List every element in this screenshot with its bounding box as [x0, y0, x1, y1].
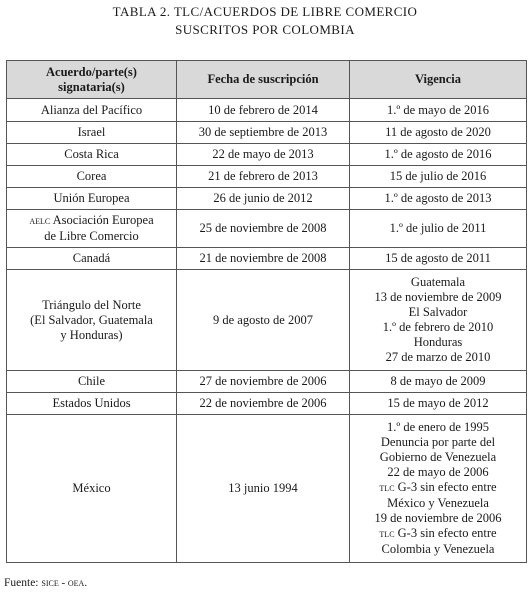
validity-line: 19 de noviembre de 2006	[374, 511, 502, 525]
table-row	[7, 188, 527, 210]
table-row	[7, 99, 527, 122]
cell-agreement: Costa Rica	[7, 144, 177, 166]
tlc-abbreviation: tlc	[379, 528, 395, 540]
cell-date: 22 de noviembre de 2006	[177, 393, 350, 415]
cell-validity	[350, 415, 527, 563]
cell-date: 22 de mayo de 2013	[177, 144, 350, 166]
tlc-abbreviation: tlc	[379, 482, 395, 494]
cell-validity: 1.º de julio de 2011	[350, 210, 527, 248]
cell-validity: 1.º de agosto de 2013	[350, 188, 527, 210]
validity-line-text: G-3 sin efecto entre	[397, 526, 497, 540]
validity-line: Colombia y Venezuela	[381, 542, 495, 556]
cell-date: 21 de febrero de 2013	[177, 166, 350, 188]
table-caption	[0, 3, 530, 39]
validity-line: Denuncia por parte del	[380, 435, 496, 449]
table-row	[7, 415, 527, 563]
cell-validity: 15 de julio de 2016	[350, 166, 527, 188]
cell-agreement: Israel	[7, 122, 177, 144]
caption-line-1: TABLA 2. TLC/ACUERDOS DE LIBRE COMERCIO	[112, 4, 418, 19]
cell-date: 9 de agosto de 2007	[177, 270, 350, 371]
header-date: Fecha de suscripción	[177, 61, 350, 99]
table-row	[7, 166, 527, 188]
cell-validity: 11 de agosto de 2020	[350, 122, 527, 144]
cell-agreement: Unión Europea	[7, 188, 177, 210]
cell-validity: 8 de mayo de 2009	[350, 371, 527, 393]
agreement-abbreviation: aelc	[29, 215, 51, 227]
table-row	[7, 248, 527, 270]
cell-date: 27 de noviembre de 2006	[177, 371, 350, 393]
cell-agreement: Canadá	[7, 248, 177, 270]
source-note	[4, 577, 87, 589]
validity-line: México y Venezuela	[387, 496, 489, 510]
agreement-name: Asociación Europea de Libre Comercio	[44, 213, 154, 243]
cell-agreement	[7, 210, 177, 248]
cell-agreement: Triángulo del Norte (El Salvador, Guatemala y Honduras)	[7, 270, 177, 371]
table-row	[7, 144, 527, 166]
validity-line: 22 de mayo de 2006	[387, 465, 489, 479]
table-row	[7, 371, 527, 393]
validity-line: Gobierno de Venezuela	[379, 450, 497, 464]
validity-line-text: G-3 sin efecto entre	[397, 480, 497, 494]
table-row	[7, 122, 527, 144]
cell-validity: 1.º de agosto de 2016	[350, 144, 527, 166]
header-row	[7, 61, 527, 99]
cell-validity: 15 de mayo de 2012	[350, 393, 527, 415]
table-row	[7, 210, 527, 248]
cell-agreement: Alianza del Pacífico	[7, 99, 177, 122]
cell-agreement: México	[7, 415, 177, 563]
validity-line	[354, 480, 522, 496]
cell-agreement: Corea	[7, 166, 177, 188]
header-validity: Vigencia	[350, 61, 527, 99]
validity-line: 1.º de enero de 1995	[386, 420, 490, 434]
cell-agreement: Estados Unidos	[7, 393, 177, 415]
cell-date: 21 de noviembre de 2008	[177, 248, 350, 270]
cell-validity: 15 de agosto de 2011	[350, 248, 527, 270]
header-agreement: Acuerdo/parte(s) signataria(s)	[7, 61, 177, 99]
cell-date: 10 de febrero de 2014	[177, 99, 350, 122]
table-row	[7, 393, 527, 415]
validity-line	[354, 526, 522, 542]
cell-date: 13 junio 1994	[177, 415, 350, 563]
cell-date: 26 de junio de 2012	[177, 188, 350, 210]
cell-validity: 1.º de mayo de 2016	[350, 99, 527, 122]
cell-date: 30 de septiembre de 2013	[177, 122, 350, 144]
caption-line-2: SUSCRITOS POR COLOMBIA	[175, 22, 355, 37]
source-label: Fuente:	[4, 577, 39, 589]
table-row	[7, 270, 527, 371]
cell-validity: Guatemala 13 de noviembre de 2009 El Salvador 1.º de febrero de 2010 Honduras 27 de marzo de 2010	[350, 270, 527, 371]
cell-agreement: Chile	[7, 371, 177, 393]
trade-agreements-table	[6, 60, 527, 563]
source-value: sice - oea.	[41, 577, 88, 589]
cell-date: 25 de noviembre de 2008	[177, 210, 350, 248]
